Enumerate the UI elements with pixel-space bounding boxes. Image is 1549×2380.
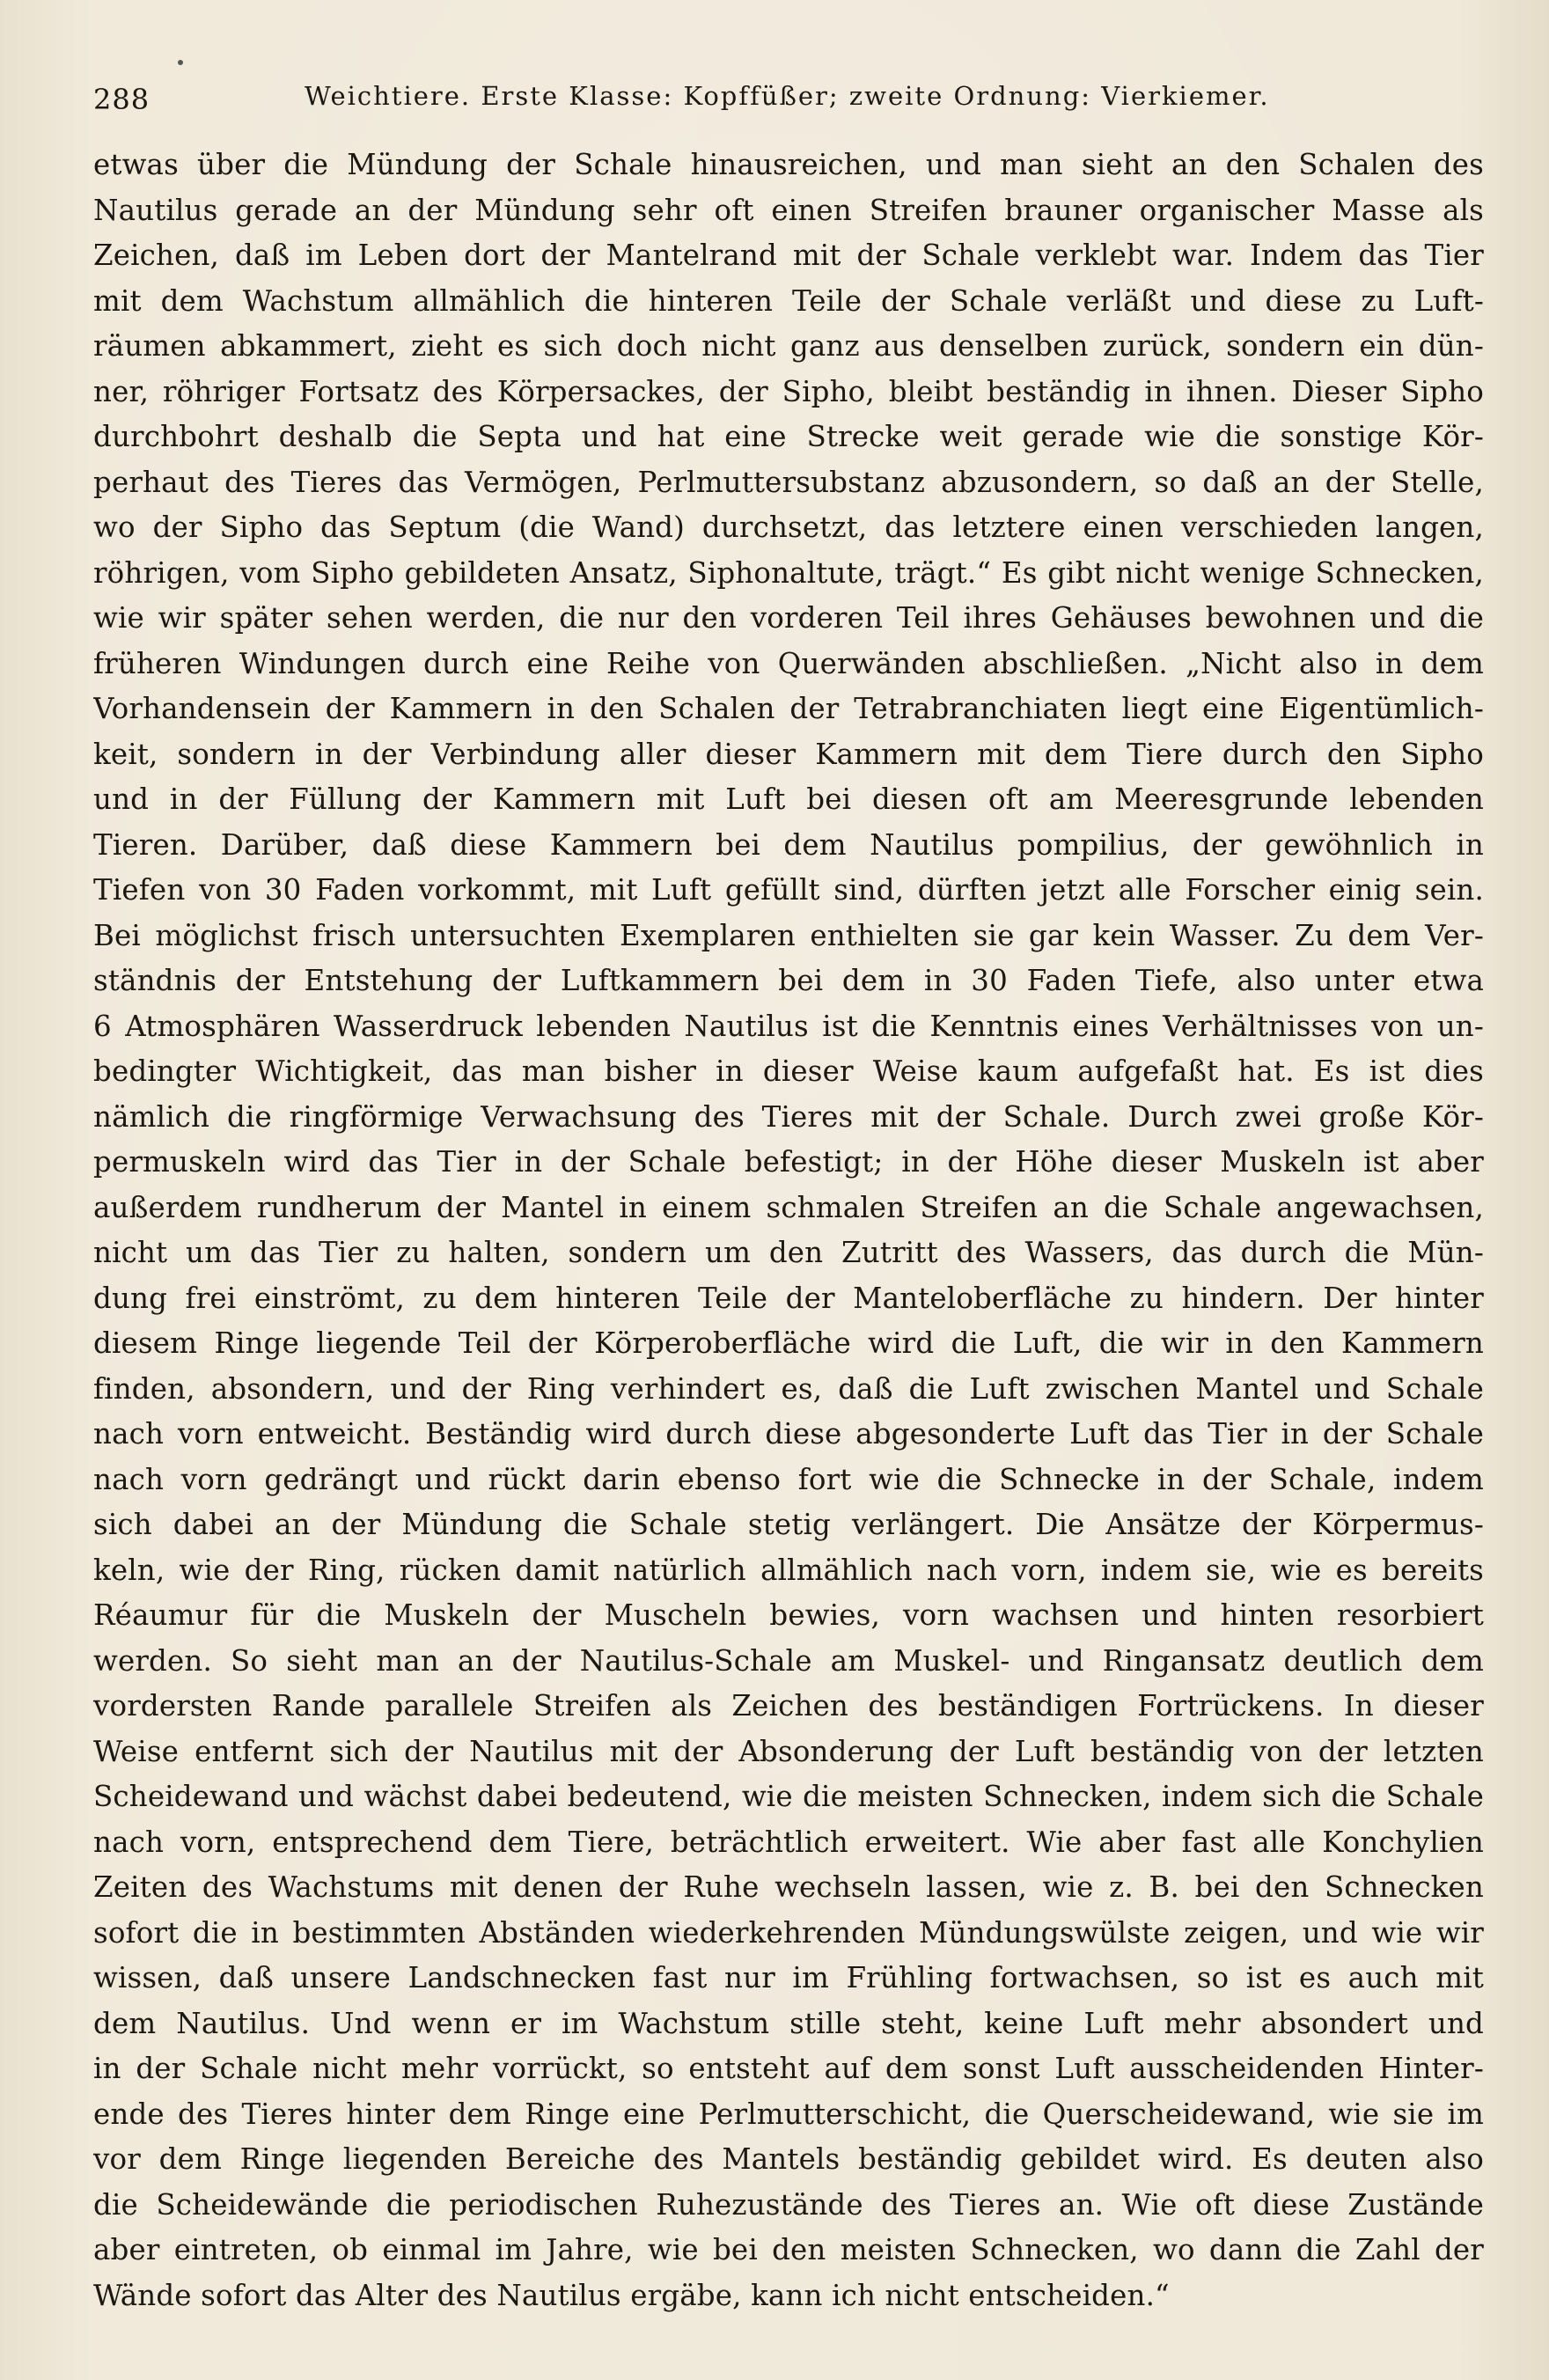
body-text bbox=[93, 143, 1484, 2318]
text-line: Tiefen von 30 Faden vorkommt, mit Luft gefüllt sind, dürften jetzt alle Forscher einig sein. bbox=[93, 873, 1484, 907]
text-line: Weise entfernt sich der Nautilus mit der Absonderung der Luft beständig von der letzten bbox=[93, 1734, 1484, 1768]
text-line: nach vorn entweicht. Beständig wird durch diese abgesonderte Luft das Tier in der Schale bbox=[93, 1417, 1484, 1451]
text-line: Vorhandensein der Kammern in den Schalen der Tetrabranchiaten liegt eine Eigentümlich- bbox=[93, 692, 1484, 725]
text-line: vordersten Rande parallele Streifen als Zeichen des beständigen Fortrückens. In dieser bbox=[93, 1689, 1484, 1723]
text-line: Zeichen, daß im Leben dort der Mantelrand mit der Schale verklebt war. Indem das Tier bbox=[93, 239, 1484, 272]
page-header bbox=[93, 77, 1488, 123]
text-line: 6 Atmosphären Wasserdruck lebenden Nautilus ist die Kenntnis eines Verhältnisses von un- bbox=[93, 1009, 1484, 1043]
text-line: etwas über die Mündung der Schale hinausreichen, und man sieht an den Schalen des bbox=[93, 148, 1484, 181]
page-number: 288 bbox=[93, 83, 150, 116]
text-line: ständnis der Entstehung der Luftkammern bei dem in 30 Faden Tiefe, also unter etwa bbox=[93, 964, 1484, 997]
text-line: nach vorn gedrängt und rückt darin ebenso fort wie die Schnecke in der Schale, indem bbox=[93, 1462, 1484, 1496]
text-line: räumen abkammert, zieht es sich doch nicht ganz aus denselben zurück, sondern ein dün- bbox=[93, 329, 1484, 363]
running-head: Weichtiere. Erste Klasse: Kopffüßer; zweite Ordnung: Vierkiemer. bbox=[305, 81, 1270, 111]
text-line: Réaumur für die Muskeln der Muscheln bewies, vorn wachsen und hinten resorbiert bbox=[93, 1598, 1484, 1632]
text-line: keln, wie der Ring, rücken damit natürlich allmählich nach vorn, indem sie, wie es bereits bbox=[93, 1553, 1484, 1587]
text-line: Wände sofort das Alter des Nautilus ergäbe, kann ich nicht entscheiden.“ bbox=[93, 2278, 1170, 2312]
text-line: außerdem rundherum der Mantel in einem schmalen Streifen an die Schale angewachsen, bbox=[93, 1190, 1484, 1224]
text-line: diesem Ringe liegende Teil der Körperoberfläche wird die Luft, die wir in den Kammern bbox=[93, 1326, 1484, 1360]
text-line: nach vorn, entsprechend dem Tiere, beträchtlich erweitert. Wie aber fast alle Konchylien bbox=[93, 1825, 1484, 1859]
text-line: ner, röhriger Fortsatz des Körpersackes, der Sipho, bleibt beständig in ihnen. Dieser Sipho bbox=[93, 374, 1484, 408]
text-line: vor dem Ringe liegenden Bereiche des Mantels beständig gebildet wird. Es deuten also bbox=[93, 2142, 1484, 2176]
text-line: die Scheidewände die periodischen Ruhezustände des Tieres an. Wie oft diese Zustände bbox=[93, 2187, 1484, 2222]
text-line: mit dem Wachstum allmählich die hinteren Teile der Schale verläßt und diese zu Luft- bbox=[93, 283, 1484, 318]
text-line: in der Schale nicht mehr vorrückt, so entsteht auf dem sonst Luft ausscheidenden Hinter- bbox=[93, 2052, 1484, 2085]
text-line: Bei möglichst frisch untersuchten Exemplaren enthielten sie gar kein Wasser. Zu dem Ver- bbox=[93, 918, 1484, 952]
text-line: nämlich die ringförmige Verwachsung des Tieres mit der Schale. Durch zwei große Kör- bbox=[93, 1099, 1484, 1134]
text-line: Nautilus gerade an der Mündung sehr oft einen Streifen brauner organischer Masse als bbox=[93, 193, 1484, 227]
text-line: wo der Sipho das Septum (die Wand) durchsetzt, das letztere einen verschieden langen, bbox=[93, 511, 1484, 544]
text-line: sich dabei an der Mündung die Schale stetig verlängert. Die Ansätze der Körpermus- bbox=[93, 1508, 1484, 1541]
text-line: Scheidewand und wächst dabei bedeutend, wie die meisten Schnecken, indem sich die Schale bbox=[93, 1780, 1484, 1813]
text-line: perhaut des Tieres das Vermögen, Perlmuttersubstanz abzusondern, so daß an der Stelle, bbox=[93, 465, 1484, 499]
text-line: keit, sondern in der Verbindung aller dieser Kammern mit dem Tiere durch den Sipho bbox=[93, 737, 1484, 771]
text-line: dung frei einströmt, zu dem hinteren Teile der Manteloberfläche zu hindern. Der hinter bbox=[93, 1281, 1484, 1315]
text-line: sofort die in bestimmten Abständen wiederkehrenden Mündungswülste zeigen, und wie wir bbox=[93, 1915, 1484, 1950]
text-line: Zeiten des Wachstums mit denen der Ruhe wechseln lassen, wie z. B. bei den Schnecken bbox=[93, 1870, 1484, 1904]
text-line: nicht um das Tier zu halten, sondern um den Zutritt des Wassers, das durch die Mün- bbox=[93, 1236, 1484, 1269]
text-line: wissen, daß unsere Landschnecken fast nur im Frühling fortwachsen, so ist es auch mit bbox=[93, 1961, 1484, 1994]
text-line: früheren Windungen durch eine Reihe von Querwänden abschließen. „Nicht also in dem bbox=[93, 646, 1484, 680]
text-line: durchbohrt deshalb die Septa und hat eine Strecke weit gerade wie die sonstige Kör- bbox=[93, 420, 1484, 453]
text-line: ende des Tieres hinter dem Ringe eine Perlmutterschicht, die Querscheidewand, wie sie im bbox=[93, 2097, 1484, 2131]
text-line: dem Nautilus. Und wenn er im Wachstum stille steht, keine Luft mehr absondert und bbox=[93, 2006, 1484, 2040]
text-line: aber eintreten, ob einmal im Jahre, wie bei den meisten Schnecken, wo dann die Zahl der bbox=[93, 2233, 1484, 2266]
text-line: bedingter Wichtigkeit, das man bisher in dieser Weise kaum aufgefaßt hat. Es ist dies bbox=[93, 1054, 1484, 1088]
text-line: werden. So sieht man an der Nautilus-Schale am Muskel- und Ringansatz deutlich dem bbox=[93, 1643, 1484, 1678]
text-line: permuskeln wird das Tier in der Schale befestigt; in der Höhe dieser Muskeln ist aber bbox=[93, 1145, 1484, 1179]
text-line: und in der Füllung der Kammern mit Luft bei diesen oft am Meeresgrunde lebenden bbox=[93, 782, 1484, 816]
text-line: wie wir später sehen werden, die nur den vorderen Teil ihres Gehäuses bewohnen und die bbox=[93, 601, 1484, 635]
text-line: röhrigen, vom Sipho gebildeten Ansatz, Siphonaltute, trägt.“ Es gibt nicht wenige Schnecken, bbox=[93, 555, 1484, 590]
text-line: Tieren. Darüber, daß diese Kammern bei dem Nautilus pompilius, der gewöhnlich in bbox=[93, 827, 1484, 862]
ink-speck bbox=[178, 60, 183, 65]
text-line: finden, absondern, und der Ring verhindert es, daß die Luft zwischen Mantel und Schale bbox=[93, 1371, 1484, 1406]
